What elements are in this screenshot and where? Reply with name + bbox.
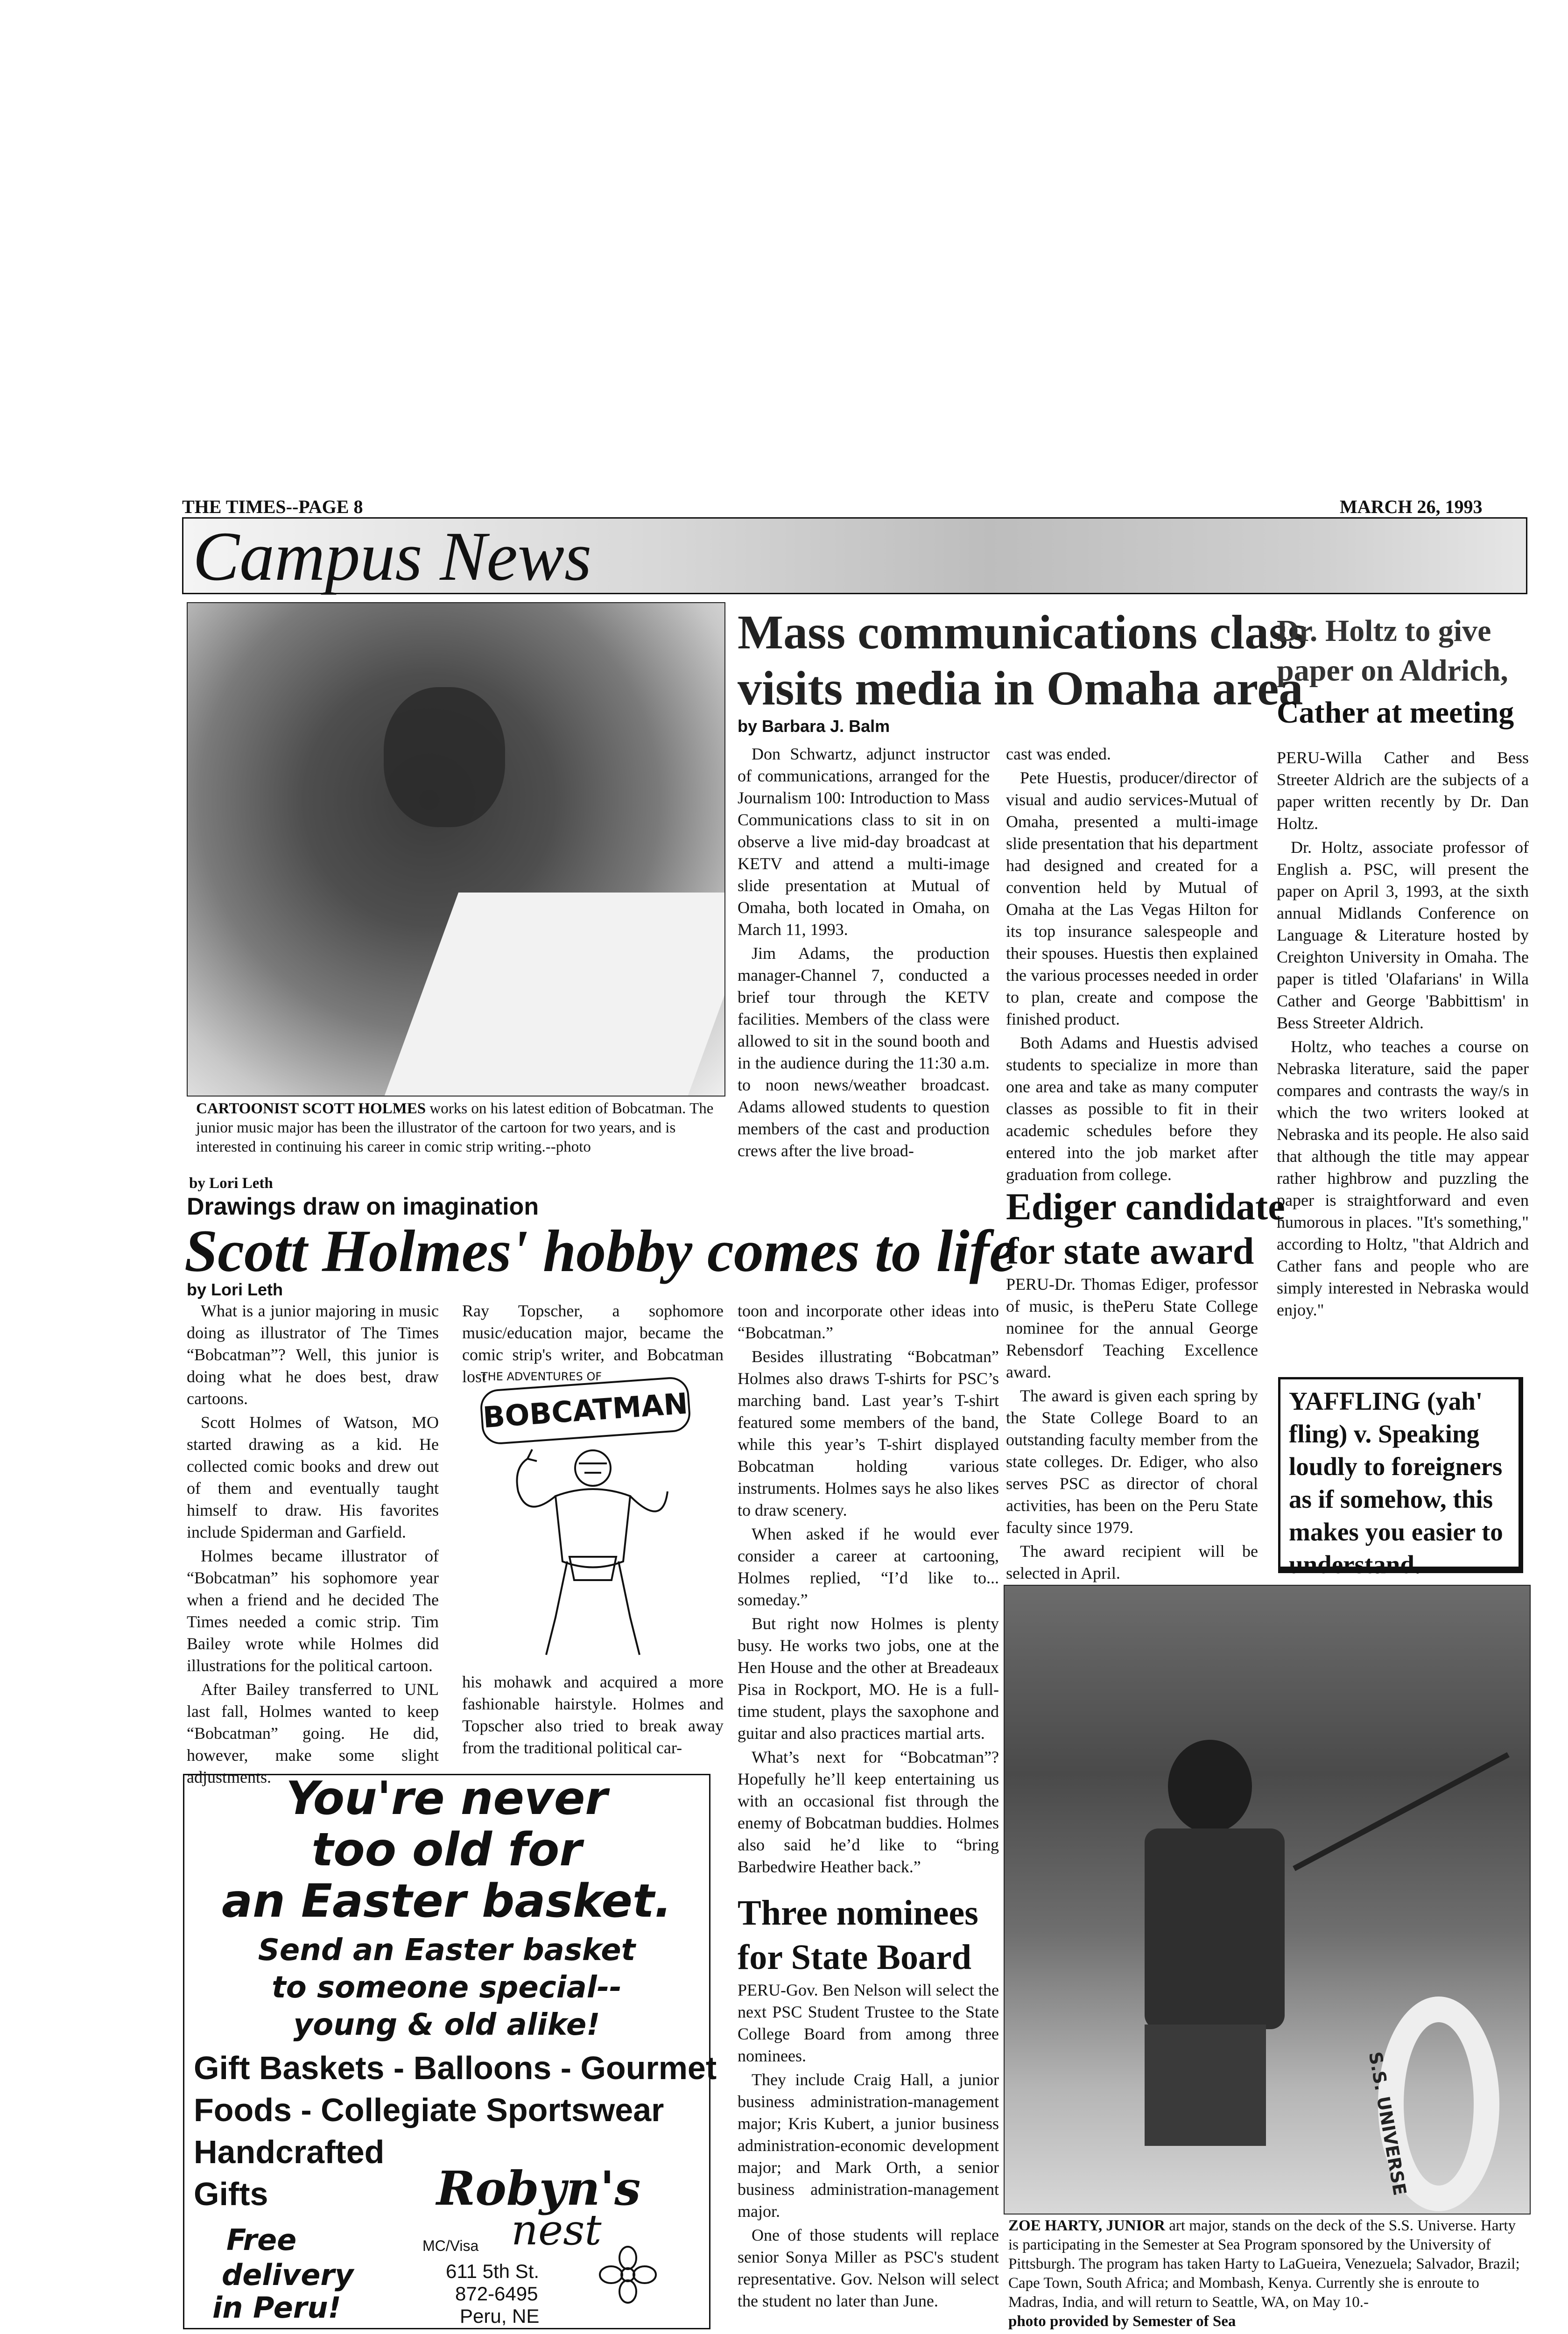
cartoon-title-big: BOBCATMAN bbox=[479, 1376, 691, 1446]
ad-address-line2: 872-6495 bbox=[455, 2283, 538, 2305]
issue-date: MARCH 26, 1993 bbox=[1340, 496, 1483, 517]
holmes-byline: by Lori Leth bbox=[187, 1280, 283, 1299]
photo1-credit: by Lori Leth bbox=[189, 1175, 273, 1192]
page-label: THE TIMES--PAGE 8 bbox=[182, 496, 363, 517]
ad-free-line1: Free bbox=[226, 2223, 297, 2257]
photo1-caption-text: works on his latest edition of Bobcatman. The junior music major has been the illustrator of the cartoon for two years, and is interested in continuing his career in comic strip writing.--photo bbox=[196, 1100, 714, 1155]
ad-free-line3: in Peru! bbox=[212, 2291, 341, 2325]
nominees-paragraph: They include Craig Hall, a junior business administration-management major; Kris Kubert, a junior business administration-economic development major; and Mark Orth, a senior business administration-management major. bbox=[738, 2070, 999, 2221]
logo-line1: Robyn's bbox=[436, 2161, 641, 2216]
ad-line2: too old for bbox=[311, 1823, 582, 1877]
ad-line7: Gift Baskets - Balloons - Gourmet bbox=[194, 2050, 717, 2086]
cartoonist-photo bbox=[187, 602, 725, 1097]
holmes-paragraph: Ray Topscher, a sophomore music/education major, became the comic strip's writer, and Bobcatman lost bbox=[462, 1301, 724, 1386]
photo1-caption-lead: CARTOONIST SCOTT HOLMES bbox=[196, 1100, 426, 1117]
holmes-column-3 bbox=[738, 1300, 999, 1880]
robyns-nest-logo bbox=[404, 2163, 665, 2256]
ad-line3: an Easter basket. bbox=[221, 1875, 672, 1928]
photo2-caption bbox=[1008, 2216, 1526, 2331]
ediger-paragraph: The award is given each spring by the State College Board to an outstanding faculty member from the state colleges. Dr. Ediger, who also serves PSC as director of choral activities, has been on the Peru State faculty since 1979. bbox=[1006, 1386, 1258, 1537]
holtz-paragraph: Dr. Holtz, associate professor of English a. PSC, will present the paper on April 3, 1993, at the sixth annual Midlands Conference on Language & Literature hosted by Creighton University in Omaha. The paper is titled 'Olafarians' in Willa Cather and George 'Babbittism' in Bess Streeter Aldrich. bbox=[1277, 838, 1529, 1032]
nominees-paragraph: PERU-Gov. Ben Nelson will select the next PSC Student Trustee to the State College Board from among three nominees. bbox=[738, 1981, 999, 2065]
life-ring bbox=[1364, 1997, 1499, 2211]
life-ring-text: S.S. UNIVERSE bbox=[1364, 2050, 1411, 2197]
mass-paragraph: Don Schwartz, adjunct instructor of communications, arranged for the Journalism 100: Introduction to Mass Communications class to sit in on observe a live mid-day broadcast at KETV and attend a multi-image slide presentation at Mutual of Omaha, both located in Omaha, on March 11, 1993. bbox=[738, 745, 990, 939]
holtz-headline-line2: paper on Aldrich, bbox=[1277, 654, 1508, 688]
holmes-paragraph: Besides illustrating “Bobcatman” Holmes also draws T-shirts for PSC’s marching band. Last year’s T-shirt featured some members of the band, while this year’s T-shirt displayed Bobcatman holding various instruments. Holmes says he also likes to draw scenery. bbox=[738, 1347, 999, 1519]
holmes-paragraph: But right now Holmes is plenty busy. He works two jobs, one at the Hen House and the other at Breadeaux Pisa in Rockport, MO. He is a full-time student, plays the saxophone and guitar and also practices martial arts. bbox=[738, 1614, 999, 1743]
flower-icon bbox=[595, 2242, 661, 2307]
holmes-paragraph: When asked if he would ever consider a career at cartooning, Holmes replied, “I’d like to... someday.” bbox=[738, 1525, 999, 1609]
ad-address-line3: Peru, NE bbox=[460, 2305, 540, 2327]
photo2-caption-text: art major, stands on the deck of the S.S. Universe. Harty is participating in the Semester at Sea Program sponsored by the University of Pittsburgh. The program has taken Harty to LaGueira, Venezuela; Salvador, Brazil; Cape Town, South Africa; and Mombash, Kenya. Currently she is enroute to Madras, India, and will return to Seattle, WA, on May 10.- bbox=[1008, 2217, 1520, 2311]
holmes-column-1 bbox=[187, 1300, 439, 1790]
nominees-column bbox=[738, 1979, 999, 2314]
nominees-paragraph: One of those students will replace senior Sonya Miller as PSC's student representative. Gov. Nelson will select the student no later than June. bbox=[738, 2226, 999, 2310]
ad-cards: MC/Visa bbox=[422, 2237, 479, 2254]
ad-line5: to someone special-- bbox=[272, 1970, 622, 2005]
ediger-headline-line2: for state award bbox=[1006, 1230, 1254, 1272]
nominees-headline-line1: Three nominees bbox=[738, 1893, 978, 1933]
holmes-paragraph: What’s next for “Bobcatman”? Hopefully he’ll keep entertaining us with an occasional fist through the enemy of Bobcatman buddies. Holmes also said he’d like to “bring Barbedwire Heather back.” bbox=[738, 1748, 999, 1876]
holmes-paragraph: What is a junior majoring in music doing as illustrator of The Times “Bobcatman”? Well, this junior is doing what he does best, draw cartoons. bbox=[187, 1301, 439, 1408]
holmes-column-2-bottom bbox=[462, 1671, 724, 1761]
bobcatman-figure bbox=[462, 1440, 724, 1664]
holtz-column bbox=[1277, 747, 1529, 1323]
ad-free-line2: delivery bbox=[222, 2258, 354, 2292]
holtz-headline-line3: Cather at meeting bbox=[1277, 696, 1514, 730]
ad-line4: Send an Easter basket bbox=[258, 1933, 636, 1968]
ad-line6: young & old alike! bbox=[293, 2008, 600, 2042]
mass-column-1 bbox=[738, 743, 990, 1164]
zoe-harty-photo bbox=[1004, 1585, 1531, 2214]
mass-headline-line2: visits media in Omaha area bbox=[738, 661, 1303, 715]
bobcatman-cartoon bbox=[462, 1370, 724, 1669]
easter-basket-ad bbox=[183, 1772, 717, 2329]
photo1-caption bbox=[196, 1099, 728, 1157]
section-banner bbox=[182, 517, 1527, 594]
ad-line10: Gifts bbox=[194, 2176, 268, 2212]
ediger-headline-line1: Ediger candidate bbox=[1006, 1185, 1285, 1228]
holtz-paragraph: Holtz, who teaches a course on Nebraska literature, said the paper compares and contrasts the way/s in which the two writers looked at Nebraska and its people. He also said that although the title may appear rather highbrow and puzzling the paper is straightforward and even humorous in places. "It's something," according to Holtz, "that Aldrich and Cather fans and people who are simply interested in Nebraska would enjoy." bbox=[1277, 1037, 1529, 1319]
mass-column-2 bbox=[1006, 743, 1258, 1188]
photo2-credit: photo provided by Semester of Sea bbox=[1008, 2313, 1236, 2330]
mass-headline-line1: Mass communications class bbox=[738, 605, 1307, 659]
holtz-paragraph: PERU-Willa Cather and Bess Streeter Aldrich are the subjects of a paper written recently by Dr. Dan Holtz. bbox=[1277, 748, 1529, 833]
mass-paragraph: Both Adams and Huestis advised students to specialize in more than one area and take as many computer classes as possible to fit in their academic schedules before they entered into the job market after graduation from college. bbox=[1006, 1033, 1258, 1184]
holmes-paragraph: Holmes became illustrator of “Bobcatman” his sophomore year when a friend and he decided The Times needed a comic strip. Tim Bailey wrote while Holmes did illustrations for the political cartoon. bbox=[187, 1547, 439, 1675]
ediger-paragraph: PERU-Dr. Thomas Ediger, professor of music, is thePeru State College nominee for the annual George Rebensdorf Teaching Excellence award. bbox=[1006, 1275, 1258, 1381]
mass-paragraph: Pete Huestis, producer/director of visual and audio services-Mutual of Omaha, presented a multi-image slide presentation that his department had designed and created for a convention held by Mutual of Omaha at the Las Vegas Hilton for its top insurance salespeople and their spouses. Huestis then explained the various processes needed in order to plan, create and compose the finished product. bbox=[1006, 768, 1258, 1028]
ad-line9: Handcrafted bbox=[194, 2134, 385, 2170]
holmes-headline: Scott Holmes' hobby comes to life bbox=[184, 1218, 1016, 1284]
ad-line1: You're never bbox=[286, 1772, 608, 1825]
holmes-kicker: Drawings draw on imagination bbox=[187, 1193, 539, 1220]
holmes-paragraph: his mohawk and acquired a more fashionable hairstyle. Holmes and Topscher also tried to break away from the traditional political car- bbox=[462, 1673, 724, 1757]
cartoon-title-small: THE ADVENTURES OF bbox=[481, 1370, 602, 1383]
holmes-paragraph: Scott Holmes of Watson, MO started drawing as a kid. He collected comic books and drew out of them and eventually taught himself to draw. His favorites include Spiderman and Garfield. bbox=[187, 1413, 439, 1541]
mass-paragraph: Jim Adams, the production manager-Channel 7, conducted a brief tour through the KETV facilities. Members of the class were allowed to sit in the sound booth and in the audience during the 11:30 a.m. to noon news/weather broadcast. Adams allowed students to question members of the cast and production crews after the live broad- bbox=[738, 944, 990, 1160]
nominees-headline-line2: for State Board bbox=[738, 1938, 971, 1977]
yaffling-box bbox=[1278, 1377, 1523, 1579]
mass-byline: by Barbara J. Balm bbox=[738, 717, 890, 736]
ediger-paragraph: The award recipient will be selected in April. bbox=[1006, 1542, 1258, 1582]
ediger-column bbox=[1006, 1273, 1258, 1586]
holmes-paragraph: toon and incorporate other ideas into “Bobcatman.” bbox=[738, 1301, 999, 1342]
ad-line8: Foods - Collegiate Sportswear bbox=[194, 2092, 664, 2128]
mass-paragraph: cast was ended. bbox=[1006, 745, 1111, 763]
photo2-caption-lead: ZOE HARTY, JUNIOR bbox=[1008, 2217, 1165, 2234]
logo-line2: nest bbox=[511, 2206, 602, 2255]
ad-address-line1: 611 5th St. bbox=[446, 2260, 540, 2282]
yaffling-text: YAFFLING (yah' fling) v. Speaking loudly to foreigners as if somehow, this makes you easier to understand. bbox=[1289, 1387, 1503, 1579]
holtz-headline-line1: Dr. Holtz to give bbox=[1277, 614, 1491, 648]
section-title: Campus News bbox=[193, 518, 592, 595]
holmes-paragraph: After Bailey transferred to UNL last fall, Holmes wanted to keep “Bobcatman” going. He did, however, make some slight adjustments. bbox=[187, 1680, 439, 1786]
